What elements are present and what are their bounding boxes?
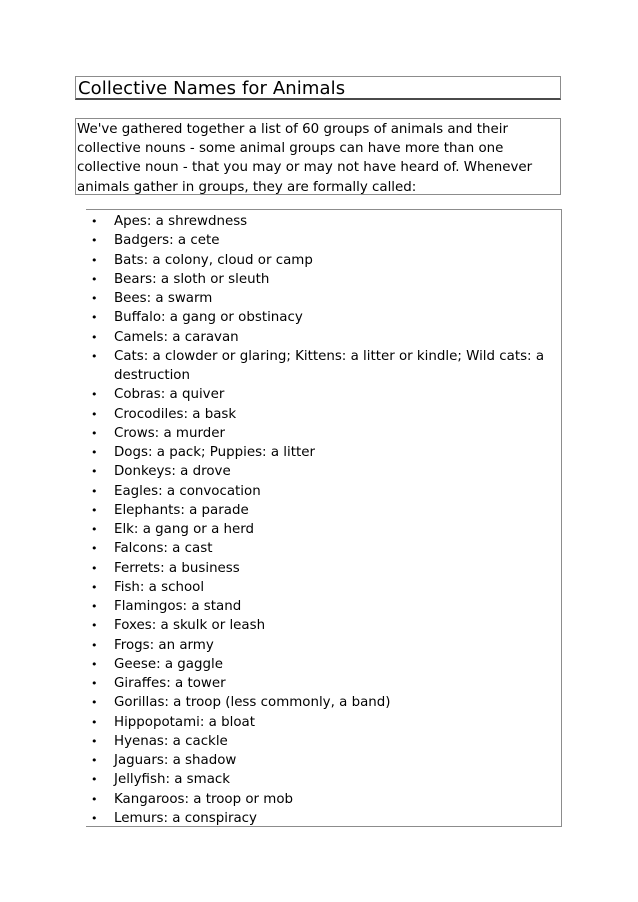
list-item	[86, 732, 556, 751]
bullet-icon: •	[91, 580, 98, 594]
list-item-text: Gorillas: a troop (less commonly, a band)	[114, 695, 391, 711]
list-item-text: Camels: a caravan	[114, 329, 239, 345]
bullet-icon: •	[91, 272, 98, 286]
title-box	[75, 76, 561, 100]
bullet-icon: •	[91, 349, 98, 363]
bullet-icon: •	[91, 754, 98, 767]
list-item-text: Falcons: a cast	[114, 541, 213, 557]
bullet-icon: •	[91, 311, 98, 325]
bullet-icon: •	[91, 600, 98, 613]
list-item-text: Fish: a school	[114, 579, 205, 595]
list-item	[86, 559, 556, 578]
list-item-text: Dogs: a pack; Puppies: a litter	[114, 445, 315, 460]
list-item-text: Cobras: a quiver	[114, 387, 225, 403]
bullet-icon: •	[91, 465, 98, 479]
bullet-icon: •	[91, 696, 98, 710]
bullet-icon: •	[91, 446, 98, 459]
list-item-text: Hippopotami: a bloat	[114, 714, 255, 730]
list-item-text: Badgers: a cete	[114, 233, 220, 249]
list-item	[86, 385, 556, 404]
list-item-text: Frogs: an army	[114, 637, 214, 653]
animal-list-box	[86, 209, 562, 827]
list-item	[86, 270, 556, 289]
list-item-text: Foxes: a skulk or leash	[114, 618, 266, 634]
list-item	[86, 713, 556, 732]
intro-box	[75, 118, 561, 195]
list-item	[86, 636, 556, 655]
bullet-icon: •	[91, 253, 98, 267]
bullet-icon: •	[91, 503, 98, 517]
list-item	[86, 251, 556, 270]
bullet-icon: •	[91, 426, 98, 440]
list-item-text: Eagles: a convocation	[114, 483, 261, 499]
list-item-text: Bees: a swarm	[114, 291, 213, 306]
list-item	[86, 405, 556, 424]
list-item-text: Crocodiles: a bask	[114, 406, 237, 422]
bullet-icon: •	[91, 561, 98, 575]
bullet-icon: •	[91, 638, 98, 652]
list-item	[86, 482, 556, 501]
list-item-text: Crows: a murder	[114, 425, 225, 441]
list-item-text: Kangaroos: a troop or mob	[114, 791, 294, 807]
bullet-icon: •	[91, 407, 98, 421]
list-item	[86, 231, 556, 250]
bullet-icon: •	[91, 677, 98, 690]
bullet-icon: •	[91, 234, 98, 248]
bullet-icon: •	[91, 773, 98, 787]
intro-paragraph: We've gathered together a list of 60 groups of animals and their collective nouns - some animal groups can have more than one collective noun - that you may or may not have heard of. Whenever animals gather in groups, they are formally called:	[77, 122, 533, 195]
list-item	[86, 751, 556, 770]
list-item-text: Apes: a shrewdness	[114, 214, 248, 229]
list-item-text: Jellyfish: a smack	[114, 772, 231, 788]
bullet-icon: •	[91, 657, 98, 671]
bullet-icon: •	[91, 619, 98, 633]
list-item-text: Bats: a colony, cloud or camp	[114, 252, 313, 268]
list-item-text: Hyenas: a cackle	[114, 733, 228, 749]
list-item	[86, 539, 556, 558]
list-item-text: Geese: a gaggle	[114, 656, 223, 672]
list-item	[86, 674, 556, 693]
bullet-icon: •	[91, 484, 98, 498]
animal-list	[86, 212, 556, 828]
bullet-icon: •	[91, 292, 98, 305]
list-item-text: Donkeys: a drove	[114, 464, 231, 480]
bullet-icon: •	[91, 542, 98, 556]
list-item	[86, 212, 556, 231]
bullet-icon: •	[91, 715, 98, 729]
list-item	[86, 616, 556, 635]
list-item-text: Buffalo: a gang or obstinacy	[114, 310, 303, 326]
list-item	[86, 328, 556, 347]
list-item	[86, 770, 556, 789]
bullet-icon: •	[91, 811, 98, 825]
bullet-icon: •	[91, 734, 98, 748]
list-item	[86, 501, 556, 520]
list-item	[86, 790, 556, 809]
bullet-icon: •	[91, 330, 98, 344]
list-item-text: Cats: a clowder or glaring; Kittens: a litter or kindle; Wild cats: a destruction	[114, 348, 545, 383]
list-item	[86, 578, 556, 597]
bullet-icon: •	[91, 388, 98, 402]
list-item	[86, 462, 556, 481]
list-item	[86, 693, 556, 712]
list-item-text: Flamingos: a stand	[114, 599, 242, 614]
list-item	[86, 520, 556, 539]
list-item-text: Lemurs: a conspiracy	[114, 810, 257, 826]
list-item	[86, 308, 556, 327]
list-item-text: Bears: a sloth or sleuth	[114, 271, 270, 287]
list-item	[86, 809, 556, 828]
bullet-icon: •	[91, 523, 98, 536]
list-item-text: Elephants: a parade	[114, 502, 249, 518]
list-item-text: Ferrets: a business	[114, 560, 240, 576]
list-item-text: Jaguars: a shadow	[114, 753, 237, 768]
list-item	[86, 347, 556, 386]
list-item-text: Elk: a gang or a herd	[114, 522, 255, 537]
bullet-icon: •	[91, 215, 98, 228]
list-item	[86, 424, 556, 443]
list-item-text: Giraffes: a tower	[114, 676, 226, 691]
page-title: Collective Names for Animals	[78, 78, 346, 99]
list-item	[86, 597, 556, 616]
bullet-icon: •	[91, 792, 98, 806]
list-item	[86, 443, 556, 462]
list-item	[86, 655, 556, 674]
list-item	[86, 289, 556, 308]
